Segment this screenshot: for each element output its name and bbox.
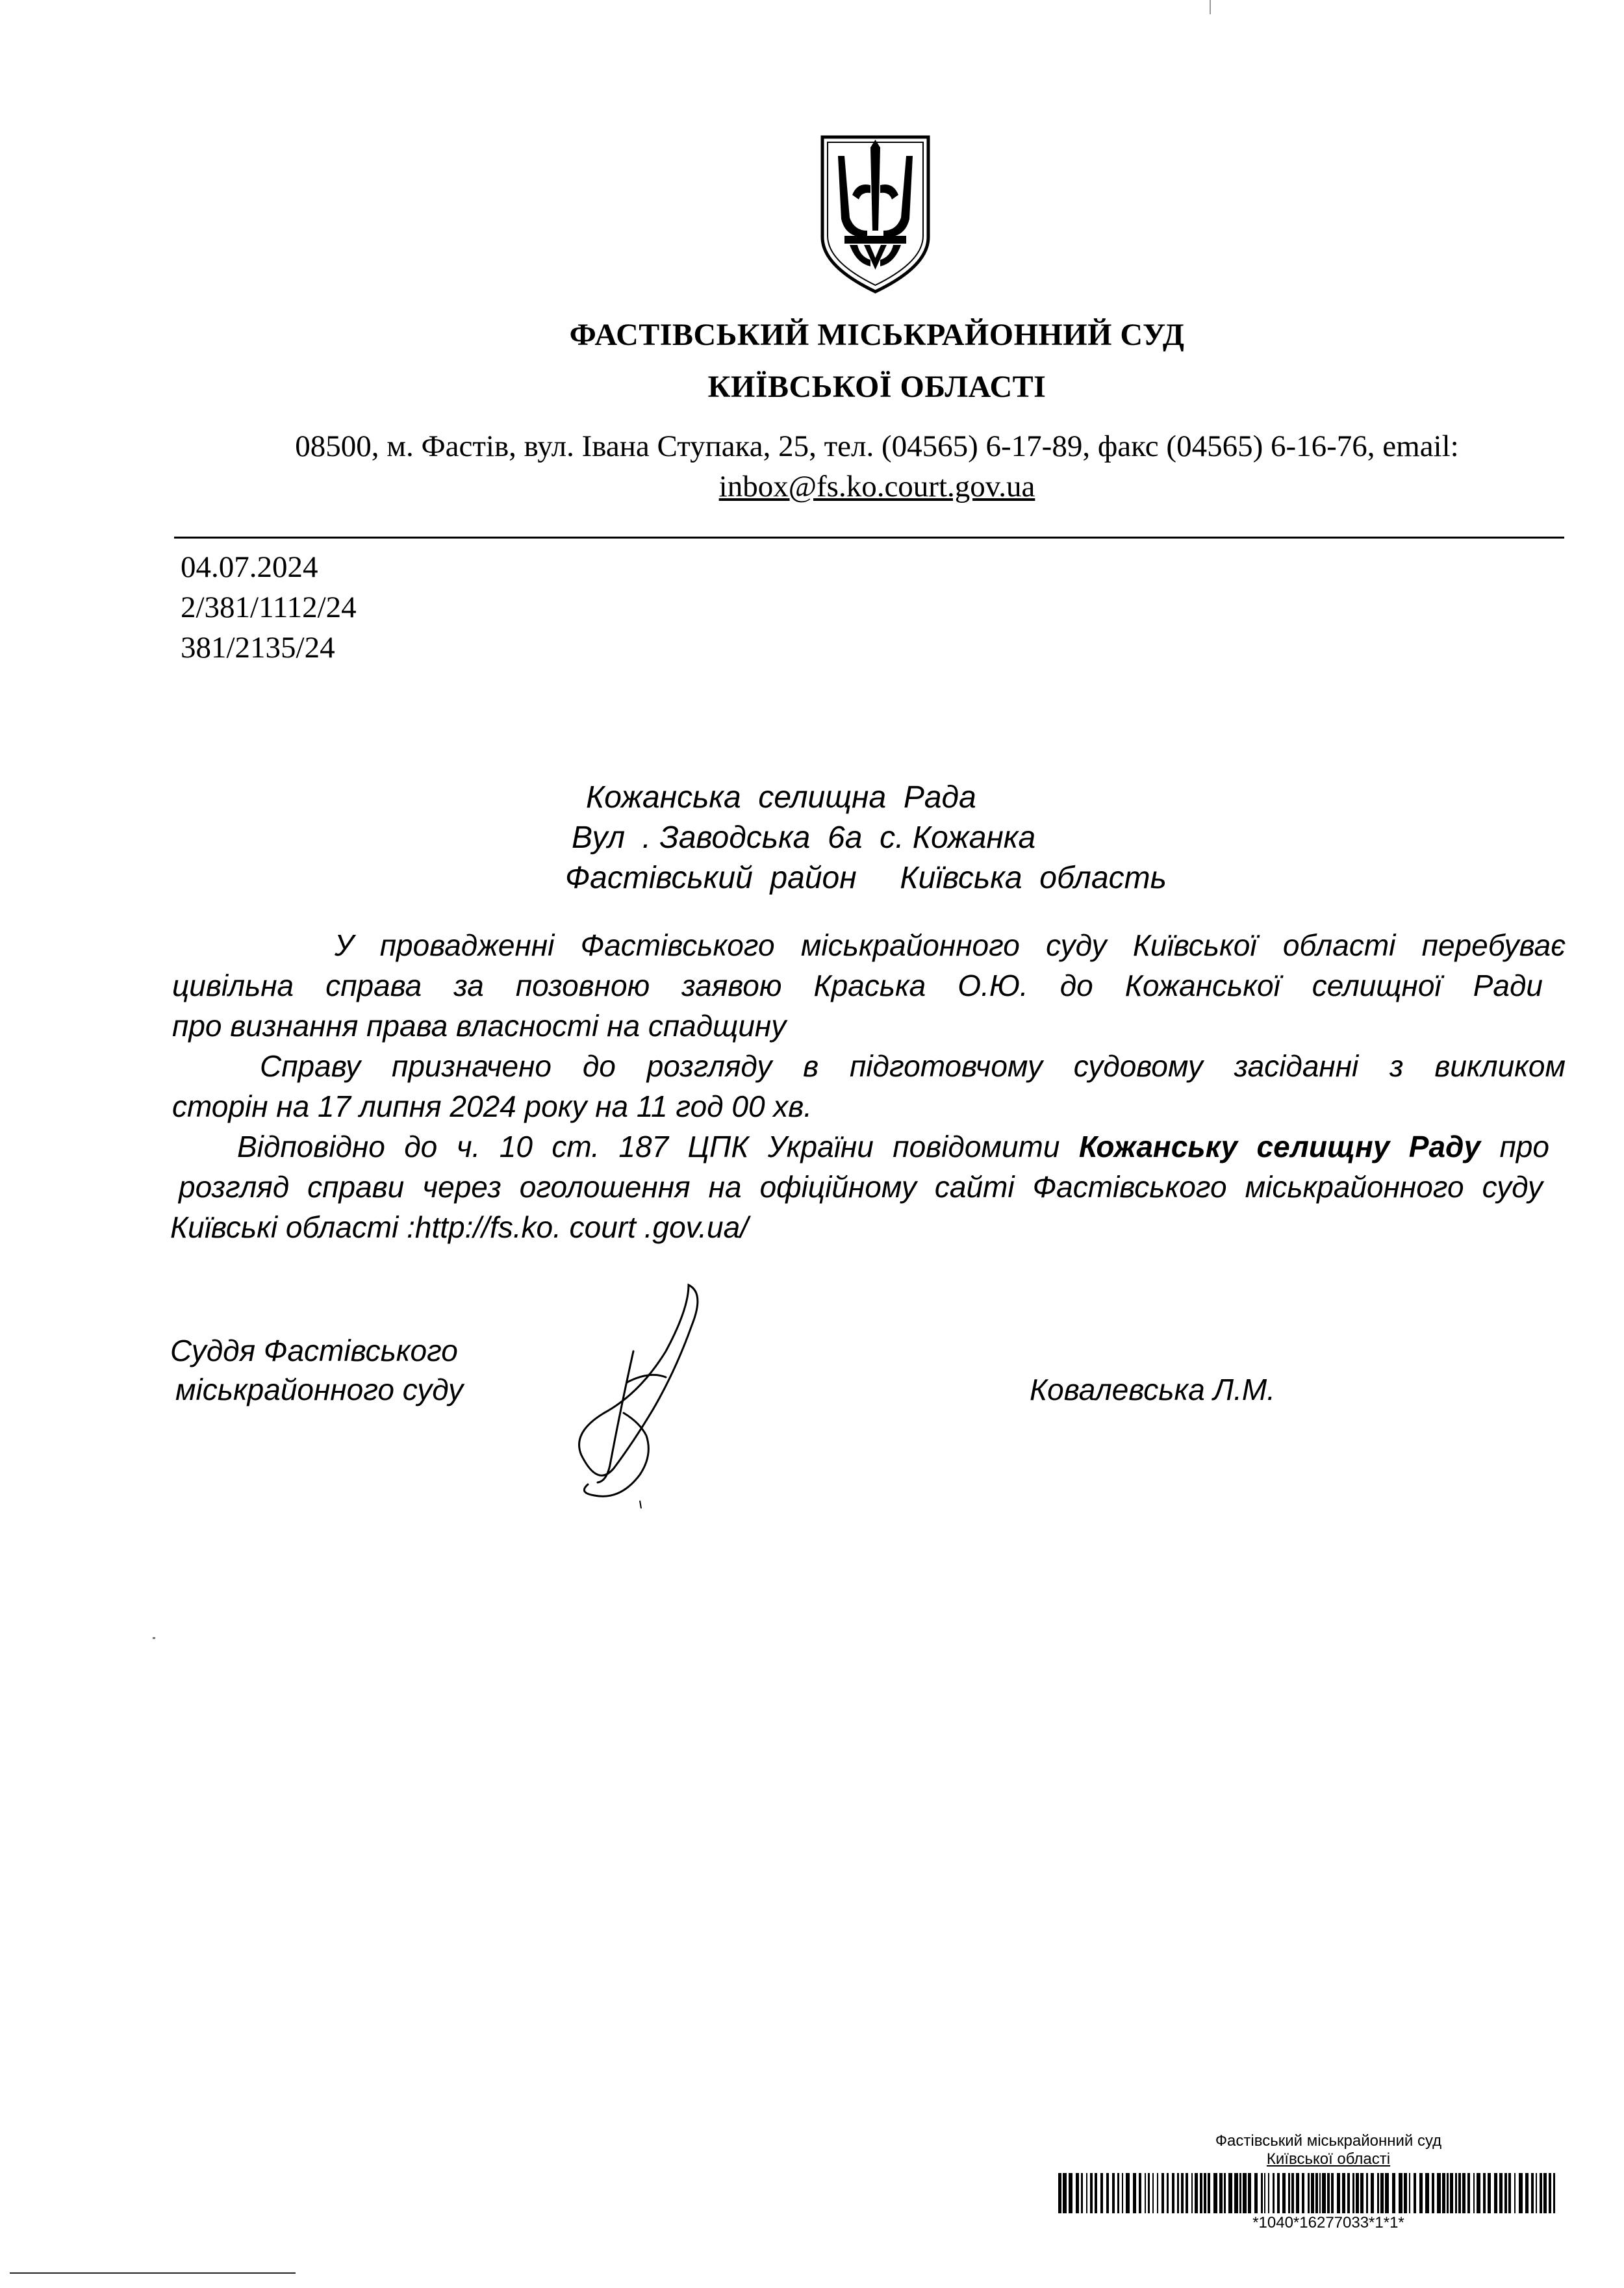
barcode-bar	[1525, 2173, 1529, 2213]
barcode-bar	[1234, 2173, 1238, 2213]
barcode-bar	[1204, 2173, 1206, 2213]
barcode-bar	[1543, 2173, 1547, 2213]
barcode-bar	[1152, 2173, 1154, 2213]
barcode-bar	[1392, 2173, 1395, 2213]
body-recipient-bold: Кожанську селищну Раду	[1078, 1130, 1481, 1163]
body-paragraph-3-line-1	[237, 1129, 1549, 1164]
body-paragraph-1-line-3: про визнання права власності на спадщину	[172, 1009, 787, 1043]
barcode-bar	[1100, 2173, 1103, 2213]
barcode-bar	[1458, 2173, 1461, 2213]
barcode-bar	[1254, 2173, 1258, 2213]
barcode-bar	[1177, 2173, 1179, 2213]
barcode-bar	[1081, 2173, 1083, 2213]
barcode-bar	[1352, 2173, 1354, 2213]
barcode-bar	[1519, 2173, 1523, 2213]
body-paragraph-2-line-1: Справу призначено до розгляду в підготовчому судовому засіданні з викликом	[260, 1049, 1566, 1083]
barcode-bar	[1268, 2173, 1269, 2213]
barcode-bar	[1337, 2173, 1340, 2213]
barcode-bar	[1224, 2173, 1226, 2213]
barcode-bar	[1380, 2173, 1384, 2213]
barcode-bar	[1432, 2173, 1434, 2213]
barcode-bar	[1414, 2173, 1416, 2213]
barcode-bar	[1273, 2173, 1275, 2213]
barcode-bar	[1172, 2173, 1174, 2213]
body-paragraph-2-line-2: сторін на 17 липня 2024 року на 11 год 00 хв.	[172, 1089, 813, 1123]
barcode-bar	[1291, 2173, 1294, 2213]
body-text: Відповідно до ч. 10 ст. 187 ЦПК України повідомити	[237, 1130, 1079, 1163]
barcode-bar	[1112, 2173, 1115, 2213]
barcode-bar	[1419, 2173, 1423, 2213]
barcode-bar	[1063, 2173, 1067, 2213]
barcode-bar	[1404, 2173, 1407, 2213]
barcode-bar	[1308, 2173, 1310, 2213]
barcode-bar	[1296, 2173, 1299, 2213]
recipient-name: Кожанська селищна Рада	[586, 780, 976, 815]
judge-name: Ковалевська Л.М.	[1030, 1373, 1275, 1406]
barcode-bar	[1399, 2173, 1402, 2213]
barcode-bar	[1319, 2173, 1321, 2213]
barcode-bar	[1385, 2173, 1389, 2213]
barcode-bar	[1186, 2173, 1188, 2213]
barcode-bar	[1122, 2173, 1123, 2213]
barcode-bar	[1499, 2173, 1503, 2213]
barcode-bar	[1069, 2173, 1072, 2213]
signatory-title-line-1: Суддя Фастівського	[170, 1334, 458, 1367]
barcode-bar	[1536, 2173, 1537, 2213]
court-address: 08500, м. Фастів, вул. Івана Ступака, 25, тел. (04565) 6-17-89, факс (04565) 6-16-76, email:	[295, 429, 1459, 463]
barcode-bar	[1145, 2173, 1146, 2213]
barcode-bar	[1327, 2173, 1330, 2213]
barcode-bar	[1261, 2173, 1263, 2213]
barcode-bar	[1494, 2173, 1497, 2213]
barcode-bar	[1462, 2173, 1465, 2213]
barcode-bar	[1315, 2173, 1318, 2213]
barcode	[1056, 2173, 1559, 2213]
barcode-bar	[1277, 2173, 1280, 2213]
barcode-bar	[1139, 2173, 1141, 2213]
scan-speck	[153, 1637, 155, 1639]
barcode-bar	[1288, 2173, 1290, 2213]
barcode-bar	[1508, 2173, 1511, 2213]
barcode-bar	[1455, 2173, 1457, 2213]
barcode-bar	[1228, 2173, 1232, 2213]
barcode-bar	[1106, 2173, 1109, 2213]
recipient-district: Фастівський район Київська область	[565, 861, 1167, 895]
barcode-bar	[1342, 2173, 1345, 2213]
body-paragraph-1-line-2: цивільна справа за позовною заявою Краська О.Ю. до Кожанської селищної Ради	[172, 969, 1543, 1002]
barcode-bar	[1058, 2173, 1061, 2213]
barcode-bar	[1447, 2173, 1449, 2213]
barcode-bar	[1248, 2173, 1251, 2213]
barcode-bar	[1243, 2173, 1247, 2213]
document-date: 04.07.2024	[181, 550, 318, 584]
barcode-bar	[1347, 2173, 1350, 2213]
barcode-bar	[1425, 2173, 1429, 2213]
barcode-bar	[1208, 2173, 1210, 2213]
barcode-bar	[1195, 2173, 1198, 2213]
body-paragraph-3-line-2: розгляд справи через оголошення на офіційному сайті Фастівського міськрайонного суду	[179, 1170, 1543, 1204]
barcode-bar	[1095, 2173, 1097, 2213]
barcode-bar	[1200, 2173, 1202, 2213]
barcode-bar	[1161, 2173, 1164, 2213]
barcode-bar	[1167, 2173, 1169, 2213]
scan-mark	[1210, 0, 1211, 14]
barcode-number: *1040*16277033*1*1*	[1252, 2214, 1404, 2231]
barcode-bar	[1264, 2173, 1265, 2213]
body-paragraph-1-line-1: У провадженні Фастівського міськрайонного суду Київської області перебуває	[335, 928, 1566, 962]
barcode-bar	[1331, 2173, 1334, 2213]
barcode-bar	[1442, 2173, 1445, 2213]
barcode-bar	[1076, 2173, 1079, 2213]
signatory-title-line-2: міськрайонного суду	[175, 1373, 464, 1406]
trident-coat-of-arms-icon	[818, 133, 932, 296]
barcode-bar	[1148, 2173, 1150, 2213]
barcode-bar	[1282, 2173, 1286, 2213]
registry-stamp-court: Фастівський міськрайонний суд	[1215, 2132, 1442, 2150]
header-divider	[174, 537, 1564, 539]
barcode-bar	[1302, 2173, 1304, 2213]
handwritten-signature	[542, 1273, 711, 1520]
barcode-bar	[1483, 2173, 1486, 2213]
barcode-bar	[1366, 2173, 1368, 2213]
barcode-bar	[1549, 2173, 1551, 2213]
barcode-bar	[1322, 2173, 1326, 2213]
barcode-bar	[1553, 2173, 1555, 2213]
barcode-bar	[1133, 2173, 1136, 2213]
barcode-bar	[1450, 2173, 1453, 2213]
court-name: ФАСТІВСЬКИЙ МІСЬКРАЙОННИЙ СУД	[569, 318, 1185, 352]
barcode-bar	[1157, 2173, 1158, 2213]
barcode-bar	[1213, 2173, 1217, 2213]
barcode-bar	[1371, 2173, 1374, 2213]
barcode-bar	[1356, 2173, 1359, 2213]
barcode-bar	[1467, 2173, 1470, 2213]
barcode-bar	[1377, 2173, 1379, 2213]
body-paragraph-3-line-3: Київські області :http://fs.ko. court .gov.ua/	[170, 1210, 748, 1244]
page-bottom-rule	[10, 2272, 296, 2274]
recipient-street: Вул . Заводська 6а с. Кожанка	[572, 820, 1036, 855]
barcode-bar	[1086, 2173, 1087, 2213]
barcode-bar	[1219, 2173, 1223, 2213]
barcode-bar	[1488, 2173, 1491, 2213]
barcode-bar	[1409, 2173, 1410, 2213]
barcode-bar	[1181, 2173, 1184, 2213]
barcode-bar	[1540, 2173, 1542, 2213]
barcode-bar	[1117, 2173, 1119, 2213]
court-email-link[interactable]: inbox@fs.ko.court.gov.ua	[718, 470, 1035, 503]
registry-stamp-region: Київської області	[1266, 2150, 1391, 2168]
barcode-bar	[1531, 2173, 1534, 2213]
barcode-bar	[1191, 2173, 1193, 2213]
barcode-bar	[1477, 2173, 1480, 2213]
barcode-bar	[1126, 2173, 1130, 2213]
barcode-bar	[1514, 2173, 1516, 2213]
court-region: КИЇВСЬКОЇ ОБЛАСТІ	[707, 370, 1047, 404]
barcode-bar	[1504, 2173, 1507, 2213]
barcode-bar	[1473, 2173, 1475, 2213]
barcode-bar	[1090, 2173, 1093, 2213]
case-number: 381/2135/24	[181, 631, 335, 665]
body-text-end: про	[1499, 1130, 1549, 1163]
barcode-bar	[1311, 2173, 1314, 2213]
barcode-bar	[1437, 2173, 1441, 2213]
barcode-bar	[1239, 2173, 1241, 2213]
barcode-bar	[1360, 2173, 1364, 2213]
outgoing-number: 2/381/1112/24	[181, 591, 357, 624]
